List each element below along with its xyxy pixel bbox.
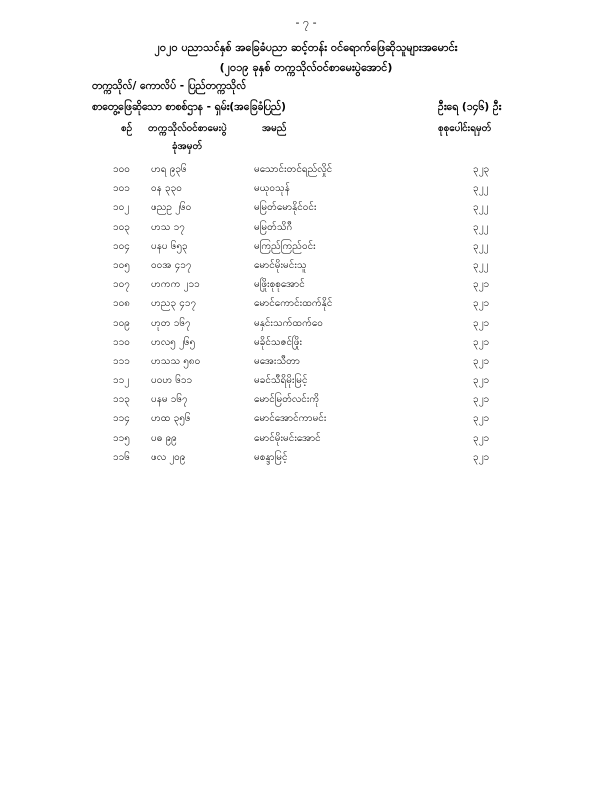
roll-cell: ဟသ ၁၇	[151, 221, 185, 233]
document-subtitle: (၂၀၁၉ ခုနှစ် တက္ကသိုလ်ဝင်စာမေးပွဲအောင်)	[219, 61, 393, 74]
serial-cell: ၁၀၄	[113, 240, 130, 252]
name-cell: မခင်သီရိမိုးမြင့်	[254, 375, 308, 387]
name-cell: မယုဝသုန်	[254, 183, 290, 195]
name-cell: မဖြိုးစုစုအောင်	[254, 279, 305, 291]
table-row	[0, 255, 612, 274]
roll-cell: ဟကက ၂၁၁	[151, 279, 200, 291]
serial-cell: ၁၁၃	[113, 394, 130, 406]
document-title: ၂၀၂၀ ပညာသင်နှစ် အခြေခံပညာ ဆင့်တန်း ဝင်ရောက်ဖြေဆိုသူများအမောင်း	[154, 41, 458, 54]
serial-cell: ၁၀၀	[113, 164, 130, 175]
serial-cell: ၁၁၆	[113, 451, 130, 463]
marks-cell: ၃၂၁	[473, 451, 490, 463]
table-row	[0, 408, 612, 427]
roll-cell: ဖလ ၂၀၉	[151, 451, 186, 463]
marks-cell: ၃၂၁	[473, 375, 490, 387]
table-row	[0, 389, 612, 408]
header-name: အမည်	[262, 123, 287, 134]
name-cell: မမြတ်သိဂီ	[254, 221, 293, 233]
exam-center-line: စာတွေ့ဖြေဆိုသော စာစစ်ဌာန - ရှမ်း(အခြေခံပြည်)	[92, 101, 286, 113]
serial-cell: ၁၁၂	[113, 375, 130, 387]
serial-cell: ၁၀၁	[113, 183, 130, 195]
marks-cell: ၃၂၁	[473, 355, 490, 367]
name-cell: မောင်ကောင်းထက်နိုင်	[254, 298, 333, 310]
serial-cell: ၁၀၃	[113, 221, 130, 233]
roll-cell: ပဝဟ ၆၁၁	[151, 375, 193, 387]
marks-cell: ၃၂၃	[473, 164, 490, 175]
serial-cell: ၁၀၂	[113, 202, 130, 214]
roll-cell: ဖညဥ ၂၆၀	[151, 202, 192, 214]
roll-cell: ဟုတ ၁၆၇	[151, 317, 191, 329]
roll-cell: ဟည၃ ၄၁၇	[151, 298, 197, 310]
marks-cell: ၃၂၂	[473, 202, 489, 214]
serial-cell: ၁၀၉	[113, 317, 130, 329]
serial-cell: ၁၁၄	[113, 413, 130, 425]
header-roll-number: တက္ကသိုလ်ဝင်စာမေးပွဲ	[148, 123, 227, 134]
marks-cell: ၃၂၂	[473, 259, 489, 271]
roll-cell: ဟသသ ၅၈၀	[151, 355, 201, 367]
table-row	[0, 447, 612, 466]
serial-cell: ၁၀၈	[113, 298, 130, 310]
name-cell: မမြတ်မောနိုင်ဝင်း	[254, 202, 317, 214]
table-row	[0, 293, 612, 312]
marks-cell: ၃၂၁	[473, 279, 490, 291]
table-row	[0, 274, 612, 293]
marks-cell: ၃၂၁	[473, 432, 490, 444]
serial-cell: ၁၁၀	[113, 336, 130, 348]
name-cell: မအေးသီတာ	[254, 355, 300, 367]
candidate-count: ဦးရေ (၁၄၆) ဦး	[438, 101, 502, 113]
roll-cell: ပဓ ၉၉	[151, 432, 177, 444]
name-cell: မခိုင်သဇင်ဖြိုး	[254, 336, 302, 348]
name-cell: မောင်မိုးမင်းအောင်	[254, 432, 321, 444]
name-cell: မနှင်းသက်ထက်ဝေ	[254, 317, 323, 329]
marks-cell: ၃၂၁	[473, 394, 490, 406]
roll-cell: ပနမ ၁၆၇	[151, 394, 188, 406]
marks-cell: ၃၂၂	[473, 221, 489, 233]
header-serial: စဉ်	[121, 123, 133, 134]
table-row	[0, 217, 612, 236]
marks-cell: ၃၂၁	[473, 336, 490, 348]
marks-cell: ၃၂၁	[473, 413, 490, 425]
page-number: - ၇ -	[295, 16, 317, 29]
name-cell: မောင်အောင်ကာမင်း	[254, 413, 327, 425]
table-row	[0, 159, 612, 178]
name-cell: မစန္ဒာမြင့်	[254, 451, 288, 463]
table-row	[0, 351, 612, 370]
serial-cell: ၁၀၅	[113, 259, 130, 271]
table-row	[0, 236, 612, 255]
roll-cell: ဝဝအ ၄၁၇	[151, 259, 192, 271]
serial-cell: ၁၁၅	[113, 432, 130, 444]
marks-cell: ၃၂၁	[473, 298, 490, 310]
name-cell: မောင်မြတ်လင်းကို	[254, 394, 320, 406]
header-total-marks: စုစုပေါင်းရမှတ်	[438, 123, 492, 134]
header-roll-number-sub: ခုံအမှတ်	[172, 141, 203, 152]
serial-cell: ၁၁၁	[113, 355, 130, 367]
results-table	[0, 159, 612, 466]
marks-cell: ၃၂၂	[473, 240, 489, 252]
table-row	[0, 313, 612, 332]
roll-cell: ဟထ ၃၅၆	[151, 413, 191, 425]
roll-cell: ပနပ ၆၅၃	[151, 240, 188, 252]
roll-cell: ဟလ၅ ၂၆၅	[151, 336, 196, 348]
name-cell: မသောင်းတင်ရည်လှိုင်	[254, 164, 333, 175]
serial-cell: ၁၀၇	[113, 279, 130, 291]
table-row	[0, 197, 612, 216]
marks-cell: ၃၂၂	[473, 183, 489, 195]
roll-cell: ဝန ၃၃၀	[151, 183, 182, 195]
name-cell: မကြည်ကြည်ဝင်း	[254, 240, 316, 252]
marks-cell: ၃၂၁	[473, 317, 490, 329]
table-row	[0, 178, 612, 197]
university-line: တက္ကသိုလ်/ ကောလိပ် - ပြည်တက္ကသိုလ်	[92, 80, 247, 92]
table-row	[0, 332, 612, 351]
table-row	[0, 428, 612, 447]
table-row	[0, 370, 612, 389]
name-cell: မောင်မိုးမင်းသူ	[254, 259, 307, 271]
roll-cell: ဟရ ၉၃၆	[151, 164, 187, 175]
